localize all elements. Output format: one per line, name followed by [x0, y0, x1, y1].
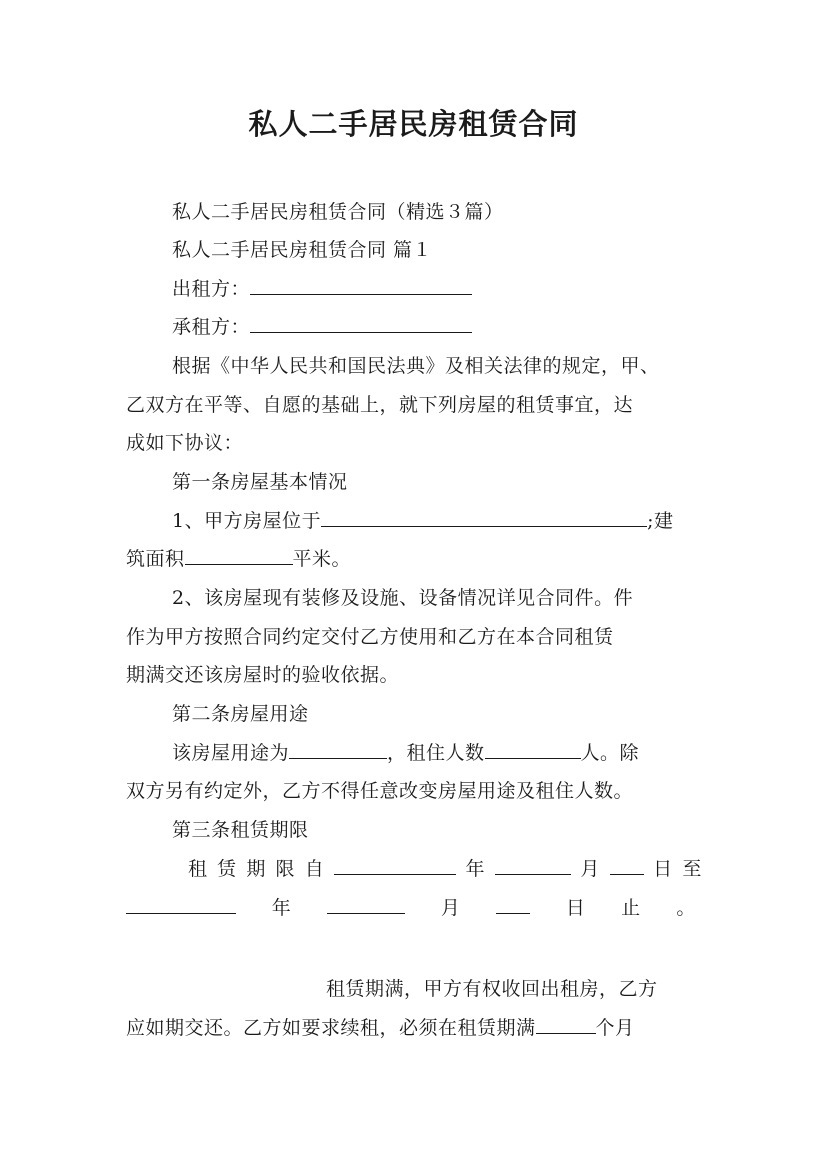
renewal-suffix: 个月 — [595, 1017, 635, 1039]
month-label: 月 — [440, 897, 461, 919]
term-char: 赁 — [217, 858, 237, 880]
section-heading: 私人二手居民房租赁合同 篇１ — [172, 239, 433, 261]
lessor-label: 出租方： — [172, 278, 251, 300]
article-heading: 第二条房屋用途 — [172, 703, 309, 725]
paragraph-line: 根据《中华人民共和国民法典》及相关法律的规定，甲、 — [172, 355, 660, 377]
area-blank — [185, 540, 293, 565]
start-year-blank — [334, 850, 456, 875]
usage-blank — [289, 734, 387, 759]
lease-term-end-line — [126, 889, 696, 927]
location-label: 1、甲方房屋位于 — [172, 510, 322, 532]
paragraph-line: 2、该房屋现有装修及设施、设备情况详见合同件。件 — [172, 587, 634, 609]
paragraph-line: 期满交还该房屋时的验收依据。 — [126, 664, 400, 686]
year-label: 年 — [271, 897, 292, 919]
occupants-label: ，租住人数 — [387, 742, 485, 764]
area-unit: 平米。 — [292, 548, 352, 570]
document-title: 私人二手居民房租赁合同 — [248, 107, 579, 141]
until-label: 至 — [682, 858, 702, 880]
term-char: 限 — [275, 858, 296, 880]
lessee-blank — [250, 308, 472, 333]
term-char: 自 — [304, 858, 325, 880]
lessee-label: 承租方： — [172, 316, 251, 338]
area-label: 筑面积 — [126, 548, 185, 570]
lessor-line — [172, 270, 702, 308]
article-heading: 第三条租赁期限 — [172, 819, 309, 841]
paragraph-line: 租赁期满，甲方有权收回出租房，乙方 — [326, 978, 658, 1000]
end-day-blank — [496, 889, 530, 914]
day-label: 日 — [565, 897, 586, 919]
paragraph-line: 作为甲方按照合同约定交付乙方使用和乙方在本合同租赁 — [126, 626, 614, 648]
occupants-suffix: 人。除 — [580, 742, 640, 764]
location-suffix: ;建 — [647, 510, 674, 532]
location-line — [172, 502, 702, 540]
subtitle-selection: 私人二手居民房租赁合同（精选３篇） — [172, 201, 504, 223]
end-month-blank — [327, 889, 405, 914]
start-month-blank — [495, 850, 571, 875]
area-line — [126, 540, 702, 578]
end-period: 。 — [676, 897, 696, 919]
year-label: 年 — [465, 858, 486, 880]
location-blank — [321, 502, 647, 527]
lease-term-start-line — [188, 850, 702, 888]
end-label: 止 — [621, 897, 641, 919]
lessor-blank — [250, 270, 472, 295]
renewal-months-blank — [536, 1009, 596, 1034]
usage-label: 该房屋用途为 — [172, 742, 290, 764]
article-heading: 第一条房屋基本情况 — [172, 471, 348, 493]
paragraph-line: 双方另有约定外，乙方不得任意改变房屋用途及租住人数。 — [126, 780, 634, 802]
month-label: 月 — [580, 858, 600, 880]
day-label: 日 — [653, 858, 673, 880]
renewal-line — [126, 1009, 702, 1047]
end-year-blank — [126, 889, 236, 914]
paragraph-line: 成如下协议： — [126, 432, 244, 454]
paragraph-line: 乙双方在平等、自愿的基础上，就下列房屋的租赁事宜，达 — [126, 394, 634, 416]
occupants-blank — [485, 734, 581, 759]
usage-line — [172, 734, 702, 772]
term-char: 租 — [188, 858, 208, 880]
lessee-line — [172, 308, 702, 346]
renewal-text: 应如期交还。乙方如要求续租，必须在租赁期满 — [126, 1017, 536, 1039]
start-day-blank — [610, 850, 644, 875]
term-char: 期 — [246, 858, 266, 880]
